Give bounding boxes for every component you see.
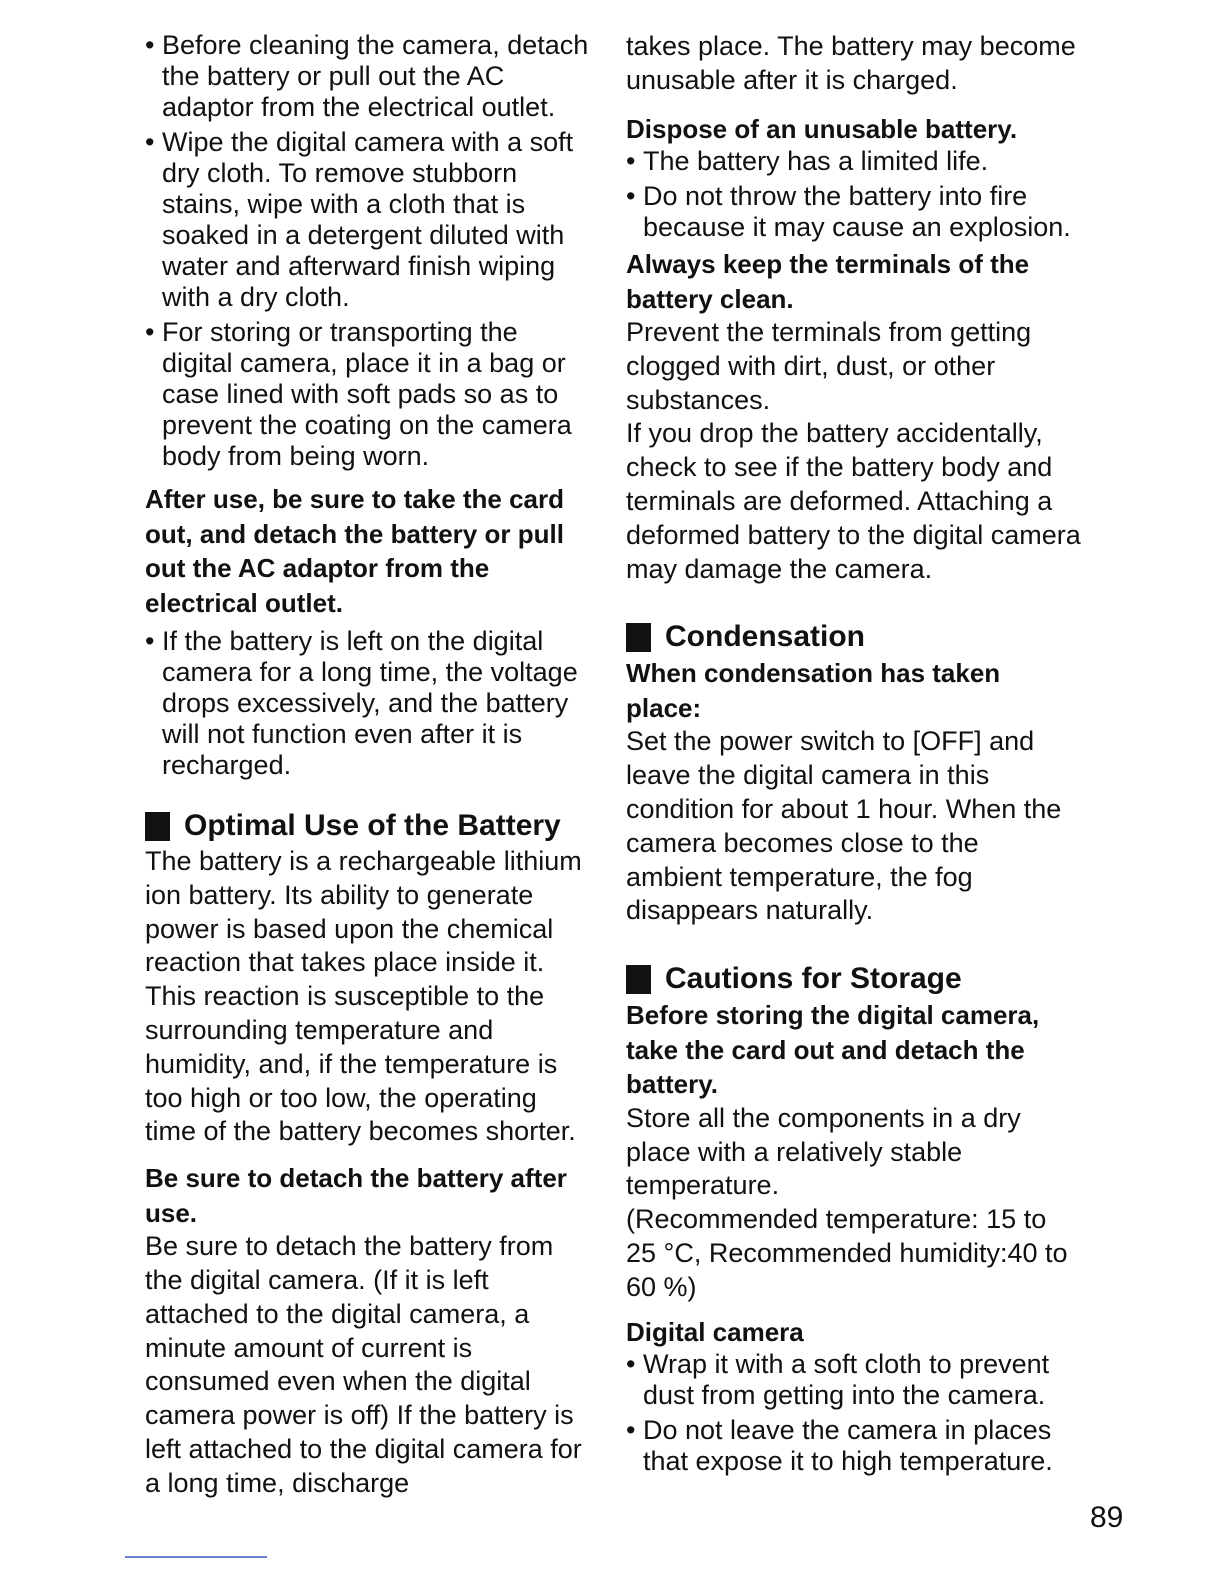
condensation-body: Set the power switch to [OFF] and leave the digital camera in this condition for about 1 hour. When the camera becomes close to the ambient temperature, the fog disappears naturally. <box>626 726 1062 926</box>
left-column <box>145 30 595 1501</box>
page-number: 89 <box>1090 1501 1124 1534</box>
terminals-body-1: Prevent the terminals from getting clogged with dirt, dust, or other substances. <box>626 317 1032 415</box>
terminals-body-2: If you drop the battery accidentally, check to see if the battery body and terminals are deformed. Attaching a deformed battery to the digital camera may damage the camera. <box>626 418 1081 584</box>
storage-body: Store all the components in a dry place with a relatively stable temperature. <box>626 1102 1021 1201</box>
bullet-battery-left-on: • If the battery is left on the digital camera for a long time, the voltage drops excessively, and the battery will not function even after it is recharged. <box>145 626 595 781</box>
cleaning-bullets <box>145 30 595 472</box>
detach-body: Be sure to detach the battery from the digital camera. (If it is left attached to the digital camera, a minute amount of current is consumed even when the digital camera power is off) If the battery is left attached to the digital camera for a long time, discharge <box>145 1231 582 1498</box>
bullet-detach-before-cleaning: • Before cleaning the camera, detach the battery or pull out the AC adaptor from the electrical outlet. <box>145 30 595 123</box>
bullet-wrap-soft-cloth: • Wrap it with a soft cloth to prevent dust from getting into the camera. <box>626 1349 1081 1411</box>
terminals-heading: Always keep the terminals of the battery clean. <box>626 249 1030 314</box>
section-square-icon <box>626 623 651 652</box>
section-condensation-title: Condensation <box>665 620 865 654</box>
section-storage <box>626 960 1081 998</box>
dispose-bullets <box>626 146 1081 243</box>
bullet-no-fire: • Do not throw the battery into fire because it may cause an explosion. <box>626 181 1081 243</box>
bullet-no-high-temperature: • Do not leave the camera in places that expose it to high temperature. <box>626 1415 1081 1477</box>
digital-camera-bullets <box>626 1349 1081 1477</box>
section-square-icon <box>145 812 170 841</box>
storage-recommended: (Recommended temperature: 15 to 25 °C, Recommended humidity:40 to 60 %) <box>626 1204 1068 1302</box>
section-square-icon <box>626 965 651 994</box>
bullet-limited-life: • The battery has a limited life. <box>626 146 1081 177</box>
section-optimal-use <box>145 807 595 845</box>
after-use-heading: After use, be sure to take the card out, and detach the battery or pull out the AC adaptor from the electrical outlet. <box>145 484 565 618</box>
section-storage-title: Cautions for Storage <box>665 962 962 996</box>
dispose-heading: Dispose of an unusable battery. <box>626 113 1018 144</box>
footer-rule <box>125 1556 267 1558</box>
right-column <box>626 30 1081 1481</box>
section-condensation <box>626 618 1081 656</box>
optimal-use-body: The battery is a rechargeable lithium ion battery. Its ability to generate power is based upon the chemical reaction that takes place inside it. This reaction is susceptible to the surrounding temperature and humidity, and, if the temperature is too high or too low, the operating time of the battery becomes shorter. <box>145 846 582 1147</box>
continued-text: takes place. The battery may become unusable after it is charged. <box>626 31 1076 95</box>
detach-heading: Be sure to detach the battery after use. <box>145 1163 567 1228</box>
after-use-bullets <box>145 626 595 781</box>
bullet-wipe-camera: • Wipe the digital camera with a soft dry cloth. To remove stubborn stains, wipe with a cloth that is soaked in a detergent diluted with water and afterward finish wiping with a dry cloth. <box>145 127 595 313</box>
condensation-heading: When condensation has taken place: <box>626 658 1001 723</box>
storage-heading: Before storing the digital camera, take the card out and detach the battery. <box>626 1000 1040 1100</box>
digital-camera-heading: Digital camera <box>626 1316 804 1347</box>
section-optimal-use-title: Optimal Use of the Battery <box>184 809 561 842</box>
bullet-storing-transporting: • For storing or transporting the digital camera, place it in a bag or case lined with soft pads so as to prevent the coating on the camera body from being worn. <box>145 317 595 472</box>
